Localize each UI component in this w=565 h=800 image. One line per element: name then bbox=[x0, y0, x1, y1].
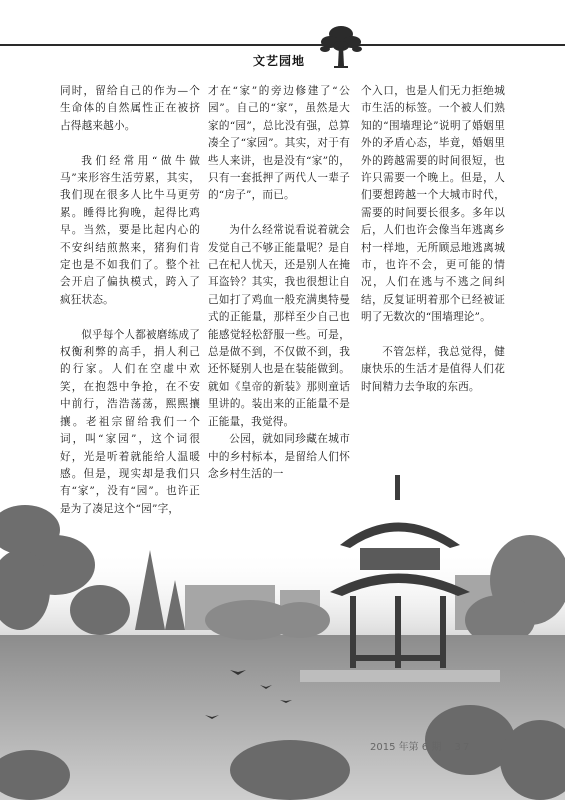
page-footer bbox=[370, 738, 471, 753]
text-column-3 bbox=[361, 83, 505, 396]
header-rule bbox=[0, 44, 565, 46]
paragraph: 为什么经常说看说着就会发觉自己不够正能量呢？是自己在杞人忧天，还是别人在掩耳盗铃？其实，我也很想让自己如打了鸡血一般充满奥特曼式的正能量，那样至少自己也能感觉轻松舒服一些。可是，总是做不到，不仅做不到，我还怀疑别人也是在装能做到。就如《皇帝的新装》那则童话里讲的。装出来的正能量不是正能量，我觉得。 bbox=[208, 224, 350, 428]
page-number: 37 bbox=[454, 742, 472, 753]
paragraph: 才在“家”的旁边修建了“公园”。自己的“家”，虽然是大家的“园”，总比没有强，总算凑全了“家园”。其实，对于有些人来讲，也是没有“家”的，只有一套抵押了两代人一辈子的“房子”，而已。 bbox=[208, 85, 350, 202]
issue-label: 2015 年第 6 期 bbox=[370, 742, 442, 753]
tree-icon bbox=[320, 22, 362, 68]
paragraph: 公园，就如同珍藏在城市中的乡村标本，是留给人们怀念乡村生活的一 bbox=[208, 433, 350, 480]
text-column-1 bbox=[60, 83, 200, 518]
paragraph: 不管怎样，我总觉得，健康快乐的生活才是值得人们花时间精力去争取的东西。 bbox=[361, 346, 505, 393]
paragraph: 同时，留给自己的作为—个生命体的自然属性正在被挤占得越来越小。 bbox=[60, 85, 200, 132]
paragraph: 似乎每个人都被磨练成了权衡利弊的高手，捐人利己的行家。人们在空虚中欢笑，在抱怨中争抢，在不安中前行，浩浩荡荡，熙熙攘攘。老祖宗留给我们一个词，叫“家园”，这个词很好，光是听着就能给人温暖感。但是，现实却是我们只有“家”，没有“园”。也许正是为了凑足这个“园”字， bbox=[60, 328, 200, 515]
paragraph: 我们经常用“做牛做马”来形容生活劳累，其实，我们现在很多人比牛马更劳累。睡得比狗晚，起得比鸡早。当然，要是比起内心的不安纠结煎熬来，猪狗们肯定也是不如我们了。整个社会开启了偏执模式，跨入了疯狂状态。 bbox=[60, 154, 200, 306]
page-header bbox=[0, 0, 565, 75]
pavilion-lake-illustration bbox=[0, 470, 565, 800]
text-column-2 bbox=[208, 83, 350, 483]
section-title: 文艺园地 bbox=[253, 54, 306, 68]
paragraph: 个入口，也是人们无力拒绝城市生活的标签。一个被人们熟知的“围墙理论”说明了婚姻里外的矛盾心态，毕竟，婚姻里外的跨越需要的时间很短，也许只需要一个晚上。但是，人们要想跨越一个大城市时代，需要的时间要长很多。多年以后，人们也许会像当年逃离乡村一样地，无所顾忌地逃离城市，也许不会，更可能的情况，人们在逃与不逃之间纠结，反复证明着那个已经被证明了无数次的“围墙理论”。 bbox=[361, 85, 505, 324]
